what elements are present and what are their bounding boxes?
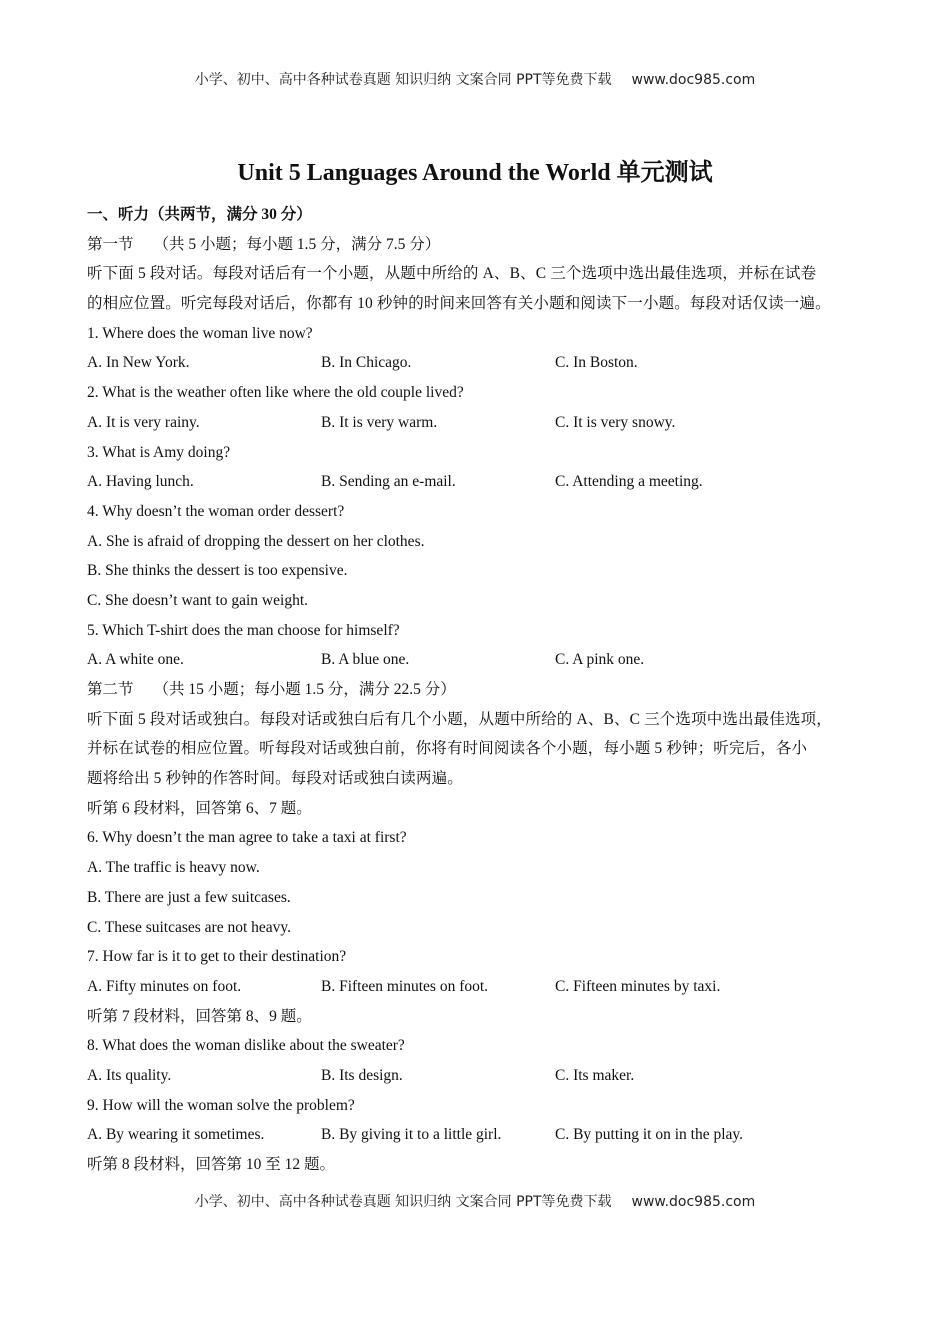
question-9: 9. How will the woman solve the problem? [87,1096,355,1114]
part2-label: 第二节 [87,681,134,698]
option-b: B. A blue one. [321,651,410,669]
option-c: C. These suitcases are not heavy. [87,918,292,936]
option-a: A. A white one. [87,651,184,669]
option-b: B. There are just a few suitcases. [87,888,291,906]
part2-instructions-line2: 并标在试卷的相应位置。听每段对话或独白前，你将有时间阅读各个小题，每小题 5 秒钟；听完后，各小 [87,740,808,758]
page-footer [0,1191,950,1211]
question-6: 6. Why doesn’t the man agree to take a taxi at first? [87,829,407,847]
option-c: C. It is very snowy. [555,413,676,431]
option-c: C. By putting it on in the play. [555,1126,744,1144]
option-c: C. Its maker. [555,1066,635,1084]
part1-heading [87,230,887,260]
document-title: Unit 5 Languages Around the World 单元测试 [237,160,713,186]
material-6-note: 听第 6 段材料，回答第 6、7 题。 [87,799,312,817]
option-a: A. She is afraid of dropping the dessert on her clothes. [87,532,425,550]
question-7-options [87,972,887,1002]
question-7: 7. How far is it to get to their destination? [87,948,347,966]
option-b: B. In Chicago. [321,354,412,372]
question-5-options [87,645,887,675]
page-header [0,69,950,89]
part1-instructions-line1: 听下面 5 段对话。每段对话后有一个小题，从题中所给的 A、B、C 三个选项中选出最佳选项，并标在试卷 [87,265,817,283]
option-c: C. Fifteen minutes by taxi. [555,977,721,995]
option-a: A. Fifty minutes on foot. [87,977,242,995]
part1-instructions-line2: 的相应位置。听完每段对话后，你都有 10 秒钟的时间来回答有关小题和阅读下一小题。每段对话仅读一遍。 [87,295,831,313]
header-text: 小学、初中、高中各种试卷真题 知识归纳 文案合同 PPT等免费下载 [194,72,612,88]
option-a: A. The traffic is heavy now. [87,859,260,877]
material-8-note: 听第 8 段材料，回答第 10 至 12 题。 [87,1156,336,1173]
part2-instructions-line3: 题将给出 5 秒钟的作答时间。每段对话或独白读两遍。 [87,770,463,788]
option-c: C. She doesn’t want to gain weight. [87,591,308,609]
option-c: C. A pink one. [555,651,645,669]
question-8: 8. What does the woman dislike about the sweater? [87,1037,405,1055]
question-1: 1. Where does the woman live now? [87,324,313,342]
option-a: A. Having lunch. [87,473,194,491]
option-b: B. By giving it to a little girl. [321,1126,502,1144]
option-b: B. Fifteen minutes on foot. [321,977,489,995]
footer-text: 小学、初中、高中各种试卷真题 知识归纳 文案合同 PPT等免费下载 [194,1194,612,1210]
option-a: A. In New York. [87,354,190,372]
question-3: 3. What is Amy doing? [87,443,231,461]
document-body [87,200,887,1180]
part1-info: （共 5 小题；每小题 1.5 分，满分 7.5 分） [153,235,441,253]
part1-label: 第一节 [87,235,134,253]
part2-info: （共 15 小题；每小题 1.5 分，满分 22.5 分） [153,681,456,698]
option-b: B. Sending an e-mail. [321,473,456,491]
option-a: A. By wearing it sometimes. [87,1126,265,1144]
question-8-options [87,1061,887,1091]
part2-heading [87,675,887,705]
option-a: A. Its quality. [87,1066,172,1084]
question-4: 4. Why doesn’t the woman order dessert? [87,502,345,520]
option-b: B. It is very warm. [321,413,438,431]
question-1-options [87,348,887,378]
header-url[interactable]: www.doc985.com [631,72,756,88]
option-c: C. In Boston. [555,354,638,372]
option-a: A. It is very rainy. [87,413,200,431]
question-9-options [87,1120,887,1150]
footer-url[interactable]: www.doc985.com [631,1194,756,1210]
part2-instructions-line1: 听下面 5 段对话或独白。每段对话或独白后有几个小题，从题中所给的 A、B、C 三个选项中选出最佳选项， [87,710,832,728]
option-c: C. Attending a meeting. [555,473,703,491]
question-2-options [87,408,887,438]
question-2: 2. What is the weather often like where the old couple lived? [87,384,464,402]
option-b: B. She thinks the dessert is too expensive. [87,562,348,580]
section-heading: 一、听力（共两节，满分 30 分） [87,206,312,223]
material-7-note: 听第 7 段材料，回答第 8、9 题。 [87,1007,312,1025]
question-5: 5. Which T-shirt does the man choose for himself? [87,621,400,639]
question-3-options [87,467,887,497]
option-b: B. Its design. [321,1066,403,1084]
